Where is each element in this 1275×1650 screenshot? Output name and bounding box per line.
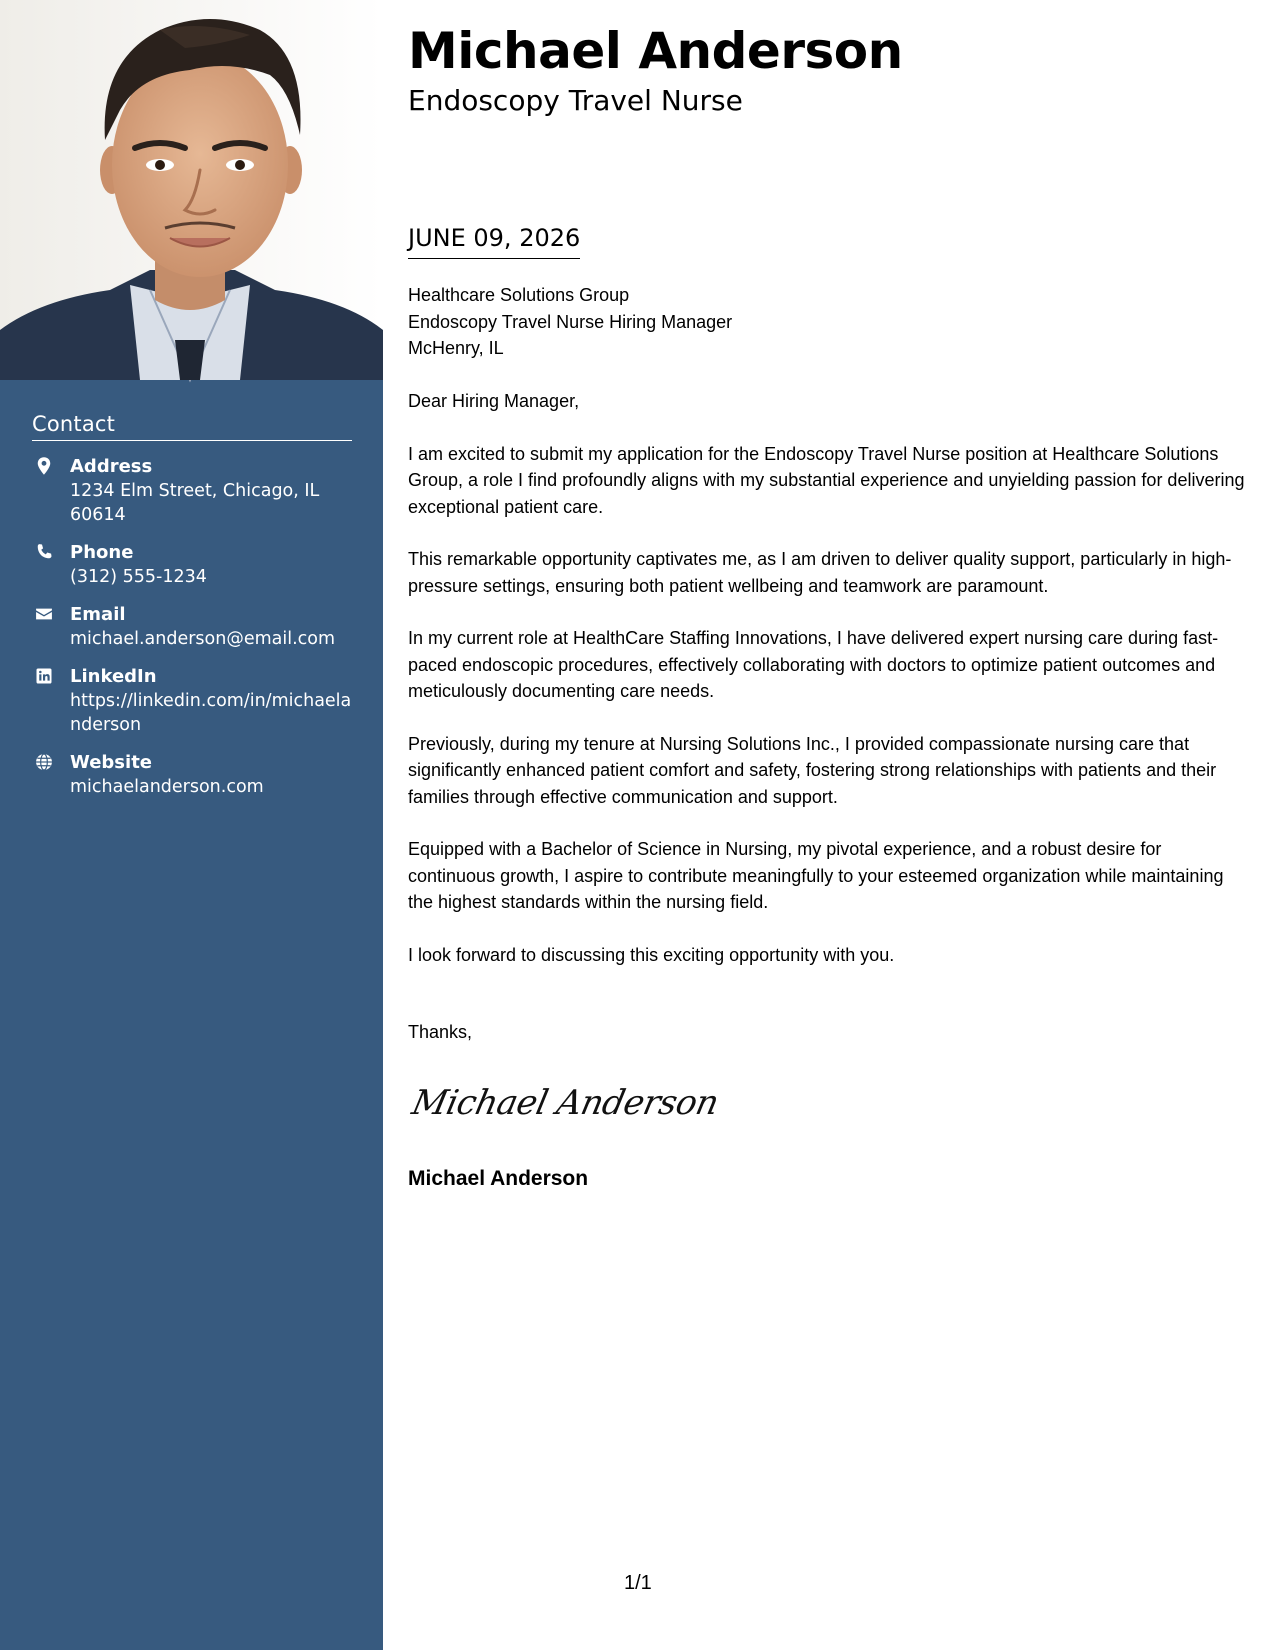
paragraph: Equipped with a Bachelor of Science in Nursing, my pivotal experience, and a robust desire for continuous growth, I aspire to contribute meaningfully to your esteemed organization while maintaining the highest standards within the nursing field. [408,839,1224,912]
page-number: 1/1 [624,1572,652,1594]
paragraph: I look forward to discussing this exciting opportunity with you. [408,944,895,965]
signature: Michael Anderson [408,1083,723,1123]
phone-icon [34,542,54,562]
linkedin-icon [34,666,54,686]
applicant-name: Michael Anderson [408,22,903,80]
globe-icon [34,752,54,772]
contact-title: Contact [32,412,352,441]
sidebar [0,0,383,1650]
recipient-company: Healthcare Solutions Group [408,285,630,305]
contact-label-website: Website [70,752,153,773]
contact-item-email [32,603,352,651]
recipient-block [408,282,732,362]
contact-value-website[interactable]: michaelanderson.com [70,777,264,797]
contact-value-email[interactable]: michael.anderson@email.com [70,629,336,649]
contact-value-address: 1234 Elm Street, Chicago, IL 60614 [70,481,320,525]
contact-item-website [32,751,352,799]
contact-label-linkedin: LinkedIn [70,666,157,687]
paragraph: Previously, during my tenure at Nursing Solutions Inc., I provided compassionate nursing care that significantly enhanced patient comfort and safety, fostering strong relationships with patients and their families through effective communication and support. [408,733,1217,807]
contact-label-email: Email [70,604,126,625]
signer-name: Michael Anderson [408,1167,589,1190]
applicant-role: Endoscopy Travel Nurse [408,84,743,117]
profile-photo [0,0,383,380]
paragraph: This remarkable opportunity captivates me, as I am driven to deliver quality support, particularly in high-pressure settings, ensuring both patient wellbeing and teamwork are paramount. [408,549,1232,596]
salutation: Dear Hiring Manager, [408,391,580,411]
contact-item-linkedin [32,665,352,737]
recipient-title: Endoscopy Travel Nurse Hiring Manager [408,311,733,332]
recipient-location: McHenry, IL [408,338,504,358]
contact-section [32,412,352,813]
paragraph: I am excited to submit my application for the Endoscopy Travel Nurse position at Healthcare Solutions Group, a role I find profoundly aligns with my substantial experience and unyielding passion for delivering exceptional patient care. [408,443,1245,517]
contact-value-linkedin[interactable]: https://linkedin.com/in/michaelanderson [70,691,352,735]
envelope-icon [34,604,54,624]
contact-item-address [32,455,352,527]
letter-date: JUNE 09, 2026 [408,224,580,259]
closing: Thanks, [408,1022,473,1042]
contact-item-phone [32,541,352,589]
contact-label-phone: Phone [70,542,134,563]
portrait-illustration [0,0,383,380]
map-pin-icon [34,456,54,476]
contact-value-phone[interactable]: (312) 555-1234 [70,567,207,587]
paragraph: In my current role at HealthCare Staffing Innovations, I have delivered expert nursing care during fast-paced endoscopic procedures, effectively collaborating with doctors to optimize patient outcomes and meticulously documenting care needs. [408,628,1219,701]
contact-label-address: Address [70,456,153,477]
letter-body [408,388,1253,994]
